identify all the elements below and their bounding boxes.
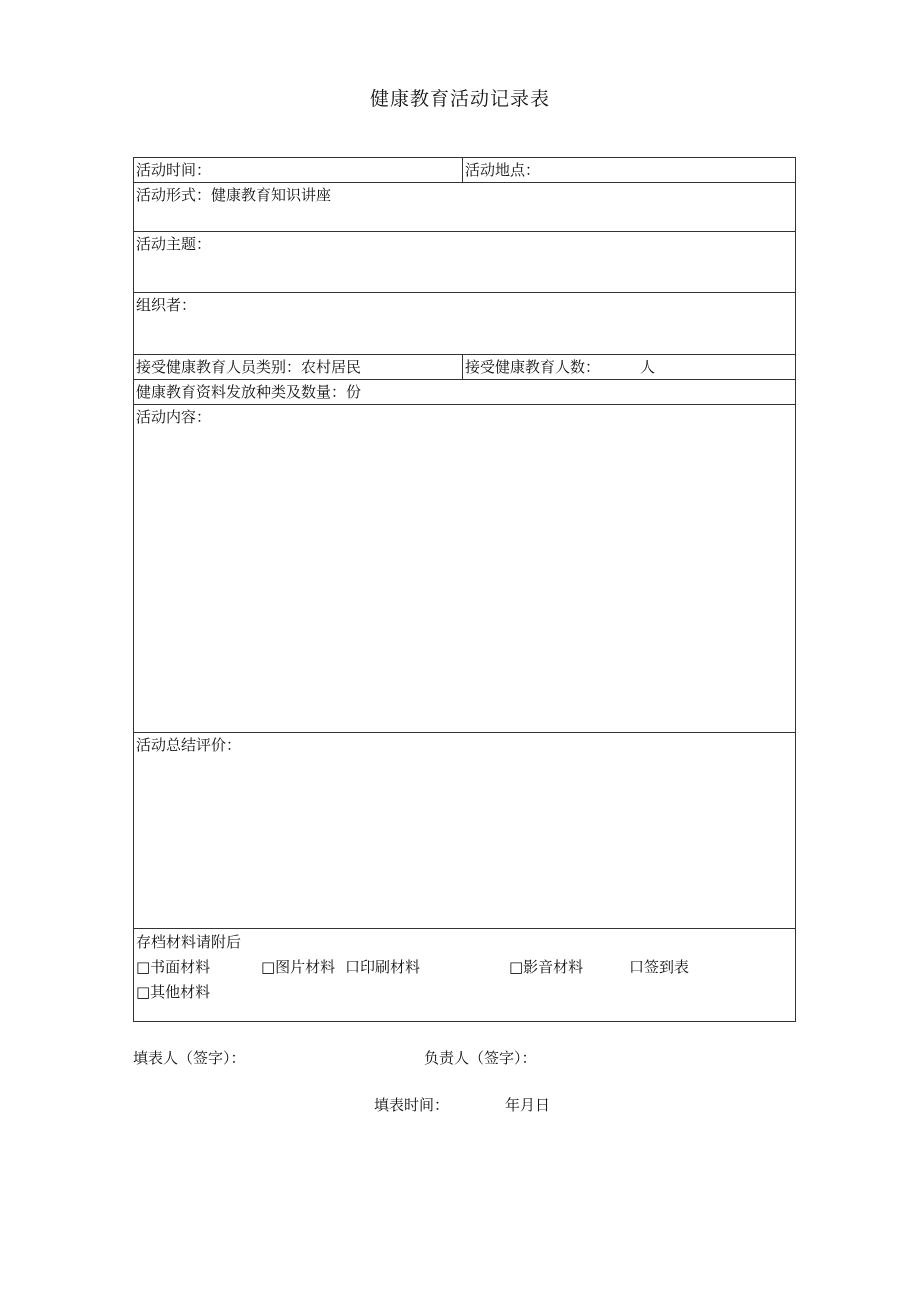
responsible-signature[interactable]: 负责人（签字）： xyxy=(424,1049,537,1067)
audience-count-field[interactable] xyxy=(463,355,796,380)
activity-evaluation-field[interactable] xyxy=(134,733,796,929)
activity-theme-field[interactable] xyxy=(134,232,796,293)
activity-format-value: 健康教育知识讲座 xyxy=(211,186,332,204)
picture-material-checkbox[interactable]: □图片材料 xyxy=(261,958,336,976)
organizer-field[interactable] xyxy=(134,293,796,355)
activity-format-field[interactable] xyxy=(134,183,796,232)
activity-evaluation-label: 活动总结评价： xyxy=(136,736,242,754)
audience-count-label: 接受健康教育人数： xyxy=(465,358,601,376)
sign-in-sheet-checkbox[interactable]: 口签到表 xyxy=(629,958,690,976)
activity-place-field[interactable] xyxy=(463,158,796,183)
activity-theme-label: 活动主题： xyxy=(136,235,212,253)
activity-format-label: 活动形式： xyxy=(136,186,212,204)
materials-unit: 份 xyxy=(346,383,362,401)
materials-field[interactable] xyxy=(134,380,796,405)
record-form-table xyxy=(133,157,796,1022)
audio-video-material-checkbox[interactable]: □影音材料 xyxy=(509,958,584,976)
fill-time-label: 填表时间： xyxy=(374,1096,450,1114)
activity-time-field[interactable] xyxy=(134,158,463,183)
audience-category-value: 农村居民 xyxy=(301,358,362,376)
audience-category-field[interactable] xyxy=(134,355,463,380)
written-material-checkbox[interactable]: □书面材料 xyxy=(136,958,211,976)
other-material-checkbox[interactable]: □其他材料 xyxy=(136,983,211,1001)
printed-material-checkbox[interactable]: 口印刷材料 xyxy=(345,958,421,976)
audience-category-label: 接受健康教育人员类别： xyxy=(136,358,302,376)
document-title: 健康教育活动记录表 xyxy=(369,88,550,110)
fill-time-row xyxy=(374,1094,550,1115)
activity-time-label: 活动时间： xyxy=(136,161,212,179)
date-units[interactable]: 年月日 xyxy=(505,1096,551,1114)
activity-content-field[interactable] xyxy=(134,405,796,733)
activity-place-label: 活动地点： xyxy=(465,161,541,179)
materials-label: 健康教育资料发放种类及数量： xyxy=(136,383,347,401)
archive-materials-section xyxy=(134,929,796,1022)
audience-count-unit: 人 xyxy=(640,358,656,376)
archive-materials-label: 存档材料请附后 xyxy=(136,933,242,951)
organizer-label: 组织者： xyxy=(136,296,197,314)
activity-content-label: 活动内容： xyxy=(136,408,212,426)
filler-signature[interactable]: 填表人（签字）： xyxy=(133,1049,246,1067)
